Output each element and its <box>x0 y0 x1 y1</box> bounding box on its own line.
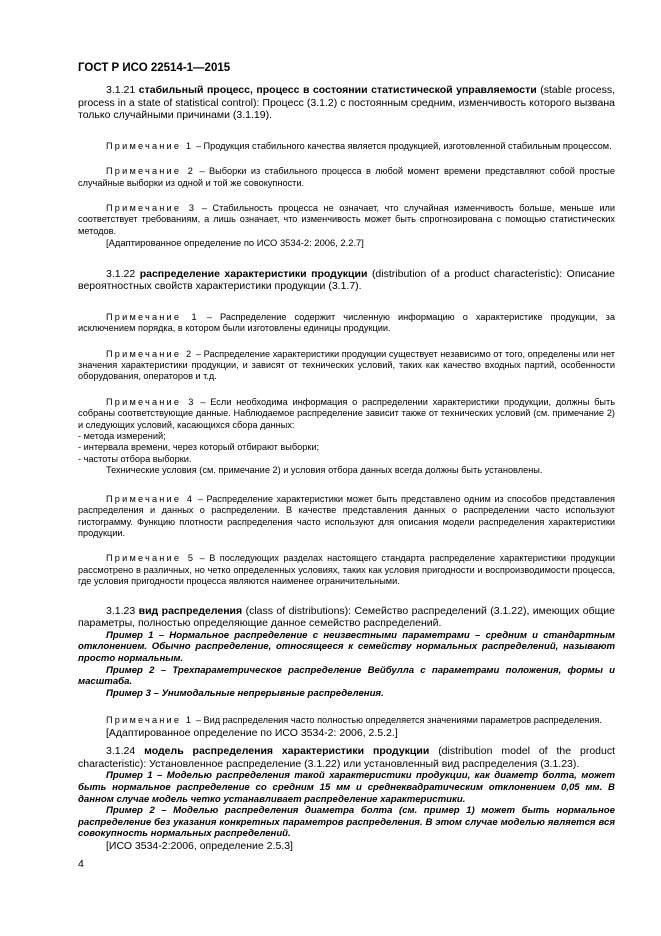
source-reference: [Адаптированное определение по ИСО 3534-2: 2006, 2.2.7] <box>106 237 364 249</box>
term-definition: (stable process, process in a state of statistical control): Процесс (3.1.2) с постоянным средним, изменчивость которого вызвана только случайными причинами (3.1.19). <box>78 84 616 122</box>
note-label: Примечание 3 <box>106 203 197 213</box>
term-3-1-22 <box>78 268 615 293</box>
note <box>78 141 615 152</box>
note <box>78 715 615 726</box>
term-definition: (distribution of a product characteristic): Описание вероятностных свойств характеристики продукции (3.1.7). <box>78 267 615 293</box>
note <box>78 553 615 587</box>
note-text: – Выборки из стабильного процесса в любой момент времени представляют собой простые случайные выборки из одной и той же совокупности. <box>78 166 615 188</box>
term-name: стабильный процесс, процесс в состоянии статистической управляемости <box>138 84 537 96</box>
term-definition: (distribution model of the product characteristic): Установленное распределение (3.1.22) или установленный вид распределения (3.1.23). <box>78 745 616 770</box>
term-name: модель распределения характеристики продукции <box>144 745 430 758</box>
note-text: – Стабильность процесса не означает, что случайная изменчивость больше, меньше или соответствует требованиям, а лишь означает, что изменчивость может быть спрогнозирована с помощью статистических методов. <box>78 203 615 236</box>
bullet-list <box>78 431 615 465</box>
note-text: – Распределение характеристики может быть представлено одним из способов представления распределения и данных о распределении. В качестве представления данных о распределении часто используют гистограмму. Функцию плотности распределения часто используют для описания модели распределения характеристики продукции. <box>78 493 616 538</box>
term-name: вид распределения <box>138 604 243 617</box>
note-label: Примечание 1 <box>106 715 194 726</box>
note-label: Примечание 2 <box>106 166 196 177</box>
note <box>78 494 615 540</box>
note <box>78 166 615 189</box>
list-item: - метода измерений; <box>78 431 166 442</box>
term-number: 3.1.22 <box>106 267 136 280</box>
note <box>78 203 615 237</box>
list-item: - интервала времени, через который отбирают выборки; <box>78 442 320 453</box>
term-3-1-24 <box>78 745 615 770</box>
term-number: 3.1.21 <box>106 84 136 96</box>
note <box>78 312 615 335</box>
note-label: Примечание 4 <box>106 493 195 504</box>
note-text: – В последующих разделах настоящего стандарта распределение характеристики продукции рассмотрено в различных, но четко определенных условиях, таких как условия пригодности и воспроизводимости процесса, где условия пригодности процесса являются наименее ограничительными. <box>78 553 615 587</box>
note-label: Примечание 1 <box>106 311 199 322</box>
note-text: – Вид распределения часто полностью определяется значениями параметров распределения. <box>195 715 602 726</box>
example: Пример 2 – Трехпараметрическое распределение Вейбулла с параметрами положения, формы и масштаба. <box>78 664 615 688</box>
term-definition: (class of distributions): Семейство распределений (3.1.22), имеющих общие параметры, полностью определяющие данное семейство распределений. <box>78 604 615 630</box>
note-text: – Распределение характеристики продукции существует независимо от того, определены или нет значения характеристики продукции, и зависят от технических условий, таких как качество входных партий, особенности оборудования, операторов и т.д. <box>78 348 615 382</box>
note-text: – Если необходима информация о распределении характеристики продукции, должны быть собраны соответствующие данные. Наблюдаемое распределение зависит также от технических условий (см. примечание 2) и следующих условий, касающихся сбора данных: <box>78 396 615 430</box>
example: Пример 2 – Моделью распределения диаметра болта (см. пример 1) может быть нормальное распределение без указания конкретных параметров распределения. В этом случае моделью является вся совокупность нормальных распределений. <box>78 805 615 840</box>
list-item: - частоты отбора выборки. <box>78 453 192 464</box>
note-label: Примечание 1 <box>106 140 194 151</box>
example: Пример 3 – Унимодальные непрерывные распределения. <box>106 687 384 699</box>
document-header: ГОСТ Р ИСО 22514-1—2015 <box>78 62 231 74</box>
example: Пример 1 – Моделью распределения такой характеристики продукции, как диаметр болта, может быть нормальное распределение со средним 15 мм и среднеквадратическим отклонением 0,05 мм. В данном случае модель четко устанавливает распределение характеристики. <box>78 770 615 805</box>
note <box>78 397 615 431</box>
note-label: Примечание 2 <box>106 348 194 359</box>
document-body <box>78 84 615 853</box>
note-label: Примечание 3 <box>106 396 196 407</box>
example: Пример 1 – Нормальное распределение с неизвестными параметрами – средним и стандартным отклонением. Обычно распределение, относящееся к семейству нормальных распределений, называют просто нормальным. <box>78 629 615 664</box>
term-3-1-21 <box>78 84 615 122</box>
term-3-1-23 <box>78 605 615 630</box>
term-number: 3.1.24 <box>106 745 136 758</box>
source-reference: [Адаптированное определение по ИСО 3534-2: 2006, 2.5.2.] <box>106 726 398 739</box>
note <box>78 349 615 383</box>
note-text: – Продукция стабильного качества является продукцией, изготовленной стабильным процессом. <box>195 140 612 151</box>
note-text: – Распределение содержит численную информацию о характеристике продукции, за исключением порядка, в котором были изготовлены единицы продукции. <box>78 311 615 334</box>
page-number: 4 <box>78 858 84 870</box>
source-reference: [ИСО 3534-2:2006, определение 2.5.3] <box>106 840 293 853</box>
term-name: распределение характеристики продукции <box>139 267 368 280</box>
note-label: Примечание 5 <box>106 553 196 564</box>
term-number: 3.1.23 <box>106 604 136 617</box>
note-tail: Технические условия (см. примечание 2) и условия отбора данных всегда должны быть установлены. <box>106 465 543 476</box>
